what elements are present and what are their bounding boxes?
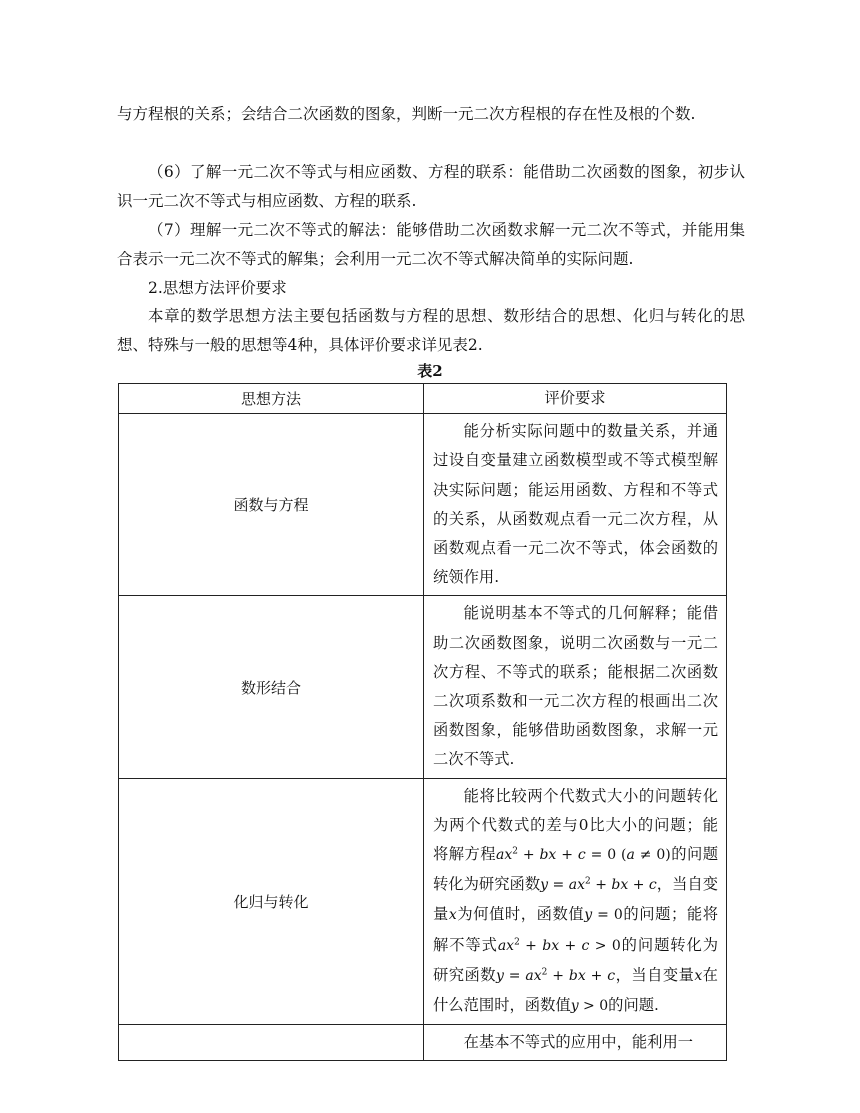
method-cell: 数形结合 bbox=[119, 596, 424, 778]
method-cell: 函数与方程 bbox=[119, 414, 424, 596]
table-row bbox=[119, 596, 727, 778]
table-caption: 表2 bbox=[417, 362, 443, 380]
requirement-cell: 能说明基本不等式的几何解释；能借助二次函数图象，说明二次函数与一元二次方程、不等式的联系；能根据二次函数二次项系数和一元二次方程的根画出二次函数图象，能够借助函数图象，求解一元二次不等式. bbox=[433, 604, 718, 769]
header-requirement: 评价要求 bbox=[424, 384, 727, 414]
table-row bbox=[119, 778, 727, 1025]
table-row bbox=[119, 414, 727, 596]
math-equation: $ax^2$ + bx + c = 0 (a ≠ 0) bbox=[495, 846, 671, 864]
math-condition: y = 0 bbox=[584, 907, 623, 924]
math-function: $y = ax^2$ + bx + c bbox=[540, 876, 657, 894]
math-condition: y > 0 bbox=[570, 998, 609, 1015]
paragraph-5: 本章的数学思想方法主要包括函数与方程的思想、数形结合的思想、化归与转化的思想、特殊与一般的思想等4种，具体评价要求详见表2. bbox=[117, 307, 745, 354]
paragraph-1: 与方程根的关系；会结合二次函数的图象，判断一元二次方程根的存在性及根的个数. bbox=[117, 105, 696, 123]
requirement-cell: 能分析实际问题中的数量关系，并通过设自变量建立函数模型或不等式模型解决实际问题；能运用函数、方程和不等式的关系，从函数观点看一元二次方程，从函数观点看一元二次不等式，体会函数的统领作用. bbox=[433, 422, 718, 587]
math-inequality: $ax^2$ + bx + c > 0 bbox=[497, 937, 621, 954]
math-function: $y = ax^2$ + bx + c bbox=[495, 967, 616, 984]
evaluation-table bbox=[118, 383, 727, 1061]
method-cell bbox=[119, 1025, 424, 1061]
requirement-cell: 能将比较两个代数式大小的问题转化为两个代数式的差与0比大小的问题；能将解方程$ax^2$ + bx + c = 0 (a ≠ 0)的问题转化为研究函数$y = ax^2$ + bx + c，当自变量x为何值时，函数值y = 0的问题；能将解不等式$ax^2$ + bx + c > 0的问题转化为研究函数$y = ax^2$ + bx + c，当自变量x在什么范围时，函数值y > 0的问题. bbox=[433, 786, 718, 1015]
section-heading: 2.思想方法评价要求 bbox=[148, 279, 287, 297]
table-row bbox=[119, 1025, 727, 1061]
paragraph-3: （7）理解一元二次不等式的解法：能够借助二次函数求解一元二次不等式，并能用集合表示一元二次不等式的解集；会利用一元二次不等式解决简单的实际问题. bbox=[117, 221, 745, 268]
math-variable: x bbox=[694, 967, 703, 984]
table-header-row bbox=[119, 384, 727, 414]
paragraph-2: （6）了解一元二次不等式与相应函数、方程的联系：能借助二次函数的图象，初步认识一元二次不等式与相应函数、方程的联系. bbox=[117, 163, 745, 210]
header-method: 思想方法 bbox=[119, 384, 424, 414]
math-variable: x bbox=[448, 907, 457, 924]
requirement-cell: 在基本不等式的应用中，能利用一 bbox=[463, 1033, 694, 1052]
method-cell: 化归与转化 bbox=[119, 778, 424, 1025]
